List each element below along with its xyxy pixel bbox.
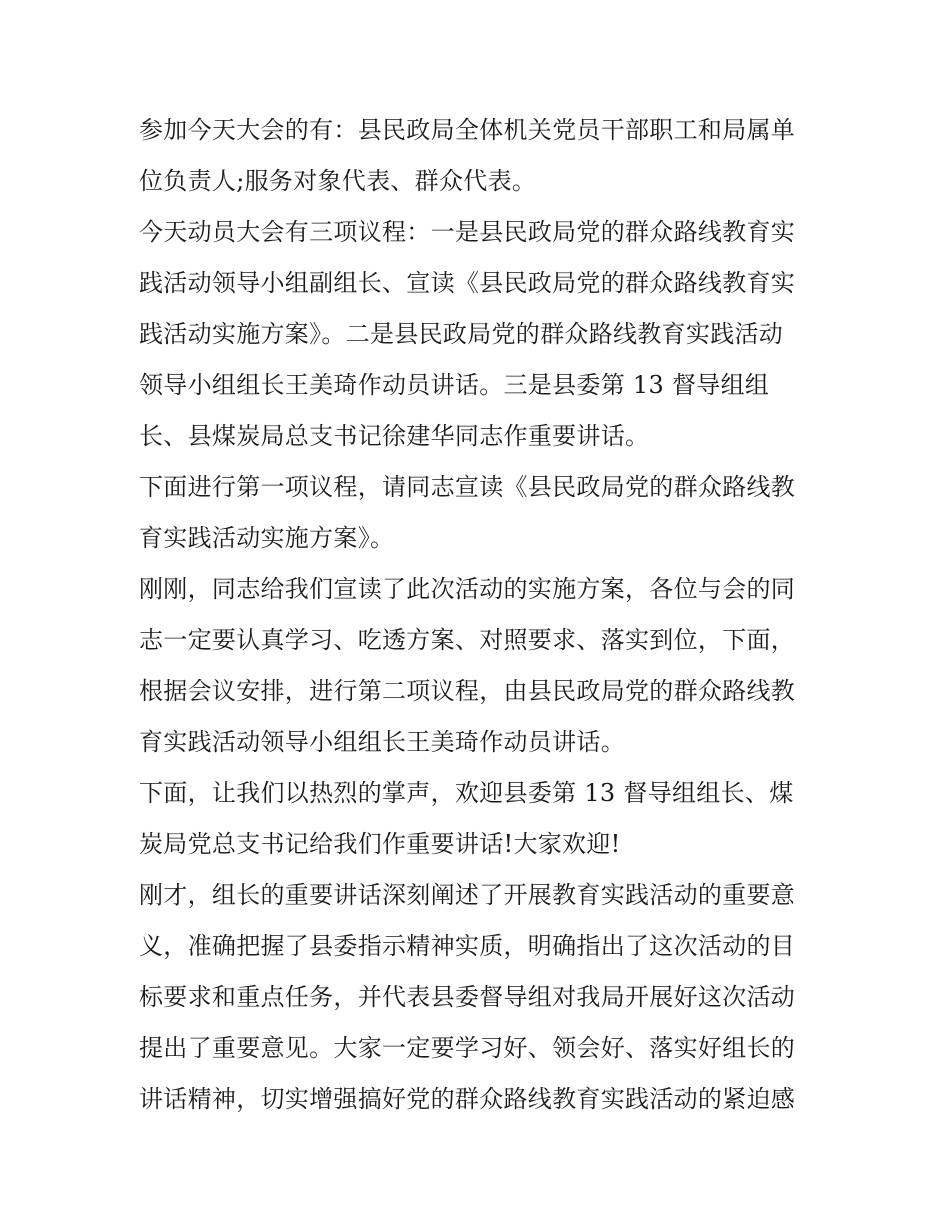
text-line: 标要求和重点任务，并代表县委督导组对我局开展好这次活动 [139, 983, 796, 1011]
text-line: 下面进行第一项议程，请同志宣读《县民政局党的群众路线教 [139, 473, 796, 501]
text-line: 育实践活动领导小组组长王美琦作动员讲话。 [139, 728, 625, 756]
text-line: 提出了重要意见。大家一定要学习好、领会好、落实好组长的 [139, 1034, 796, 1062]
text-line: 领导小组组长王美琦作动员讲话。三是县委第 13 督导组组 [139, 371, 770, 399]
text-line: 刚才，组长的重要讲话深刻阐述了开展教育实践活动的重要意 [139, 881, 796, 909]
text-line: 讲话精神，切实增强搞好党的群众路线教育实践活动的紧迫感 [139, 1085, 796, 1113]
text-line: 位负责人;服务对象代表、群众代表。 [139, 167, 537, 195]
text-line: 刚刚，同志给我们宣读了此次活动的实施方案，各位与会的同 [139, 575, 796, 603]
text-line: 育实践活动实施方案》。 [139, 524, 395, 552]
text-line: 志一定要认真学习、吃透方案、对照要求、落实到位，下面， [139, 626, 796, 654]
text-line: 参加今天大会的有：县民政局全体机关党员干部职工和局属单 [139, 116, 796, 144]
text-line: 根据会议安排，进行第二项议程，由县民政局党的群众路线教 [139, 677, 796, 705]
document-body [139, 105, 819, 1125]
text-line: 炭局党总支书记给我们作重要讲话!大家欢迎! [139, 830, 621, 858]
text-line: 长、县煤炭局总支书记徐建华同志作重要讲话。 [139, 422, 650, 450]
text-line: 义，准确把握了县委指示精神实质，明确指出了这次活动的目 [139, 932, 796, 960]
text-line: 今天动员大会有三项议程：一是县民政局党的群众路线教育实 [139, 218, 796, 246]
text-line: 践活动领导小组副组长、宣读《县民政局党的群众路线教育实 [139, 269, 796, 297]
text-line: 下面，让我们以热烈的掌声，欢迎县委第 13 督导组组长、煤 [139, 779, 794, 807]
text-line: 践活动实施方案》。二是县民政局党的群众路线教育实践活动 [139, 320, 784, 348]
